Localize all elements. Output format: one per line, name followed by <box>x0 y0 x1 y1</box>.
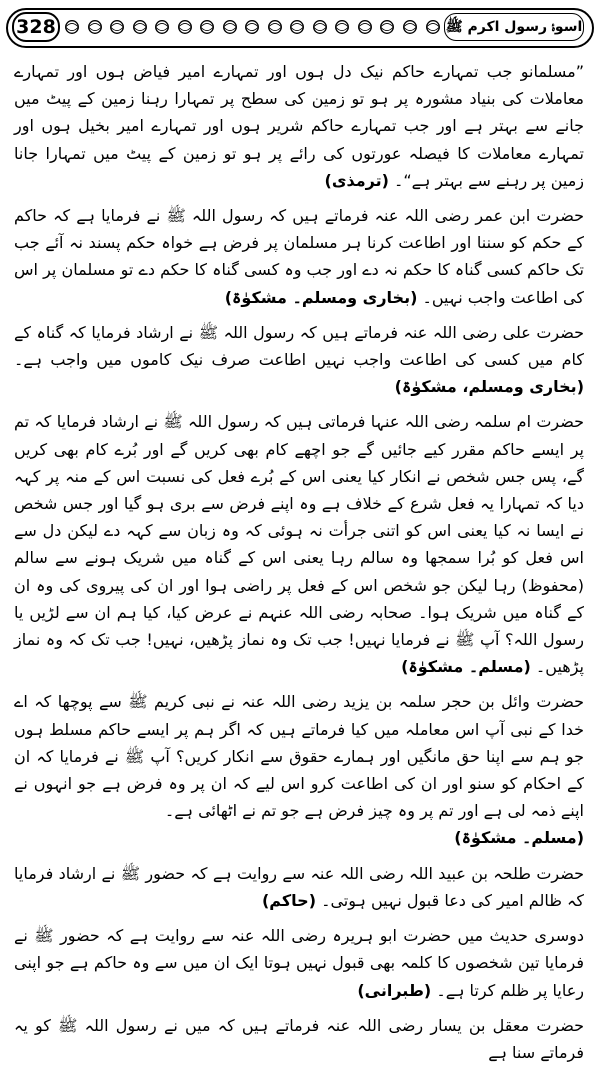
ornament-icon <box>243 18 261 36</box>
paragraph-text: حضرت علی رضی اللہ عنہ فرماتے ہیں کہ رسول اللہ ﷺ نے ارشاد فرمایا کہ گناہ کے کام میں کسی کی اطاعت واجب نہیں اطاعت صرف نیک کاموں میں واجب ہے۔ <box>14 322 584 370</box>
paragraph-text: حضرت ام سلمہ رضی اللہ عنہا فرماتی ہیں کہ رسول اللہ ﷺ نے ارشاد فرمایا کہ تم پر ایسے حاکم مقرر کیے جائیں گے جو اچھے کام بھی کریں گے اور بُرے کام بھی کریں گے، پس جس شخص نے انکار کیا یعنی اس کے بُرے فعل کی نسبت اس کے منہ پر کہہ دیا کہ تمہارا یہ فعل شرع کے خلاف ہے وہ اپنے فرض سے بری ہو گیا اور جس شخص نے ایسا نہ کیا یعنی اس کو اتنی جرأت نہ ہوئی کہ وہ زبان سے کہہ دے لیکن دل سے اس فعل کو بُرا سمجھا وہ سالم رہا یعنی اس کے گناہ میں شریک ہونے سے سالم (محفوظ) رہا لیکن جو شخص اس کے فعل پر راضی ہوا اور ان کی پیروی کی وہ ان کے گناہ میں شریک ہوا۔ صحابہ رضی اللہ عنہم نے عرض کیا، کیا ہم ان سے لڑیں یا رسول اللہ؟ آپ ﷺ نے فرمایا نہیں! جب تک وہ نماز پڑھیں، نہیں! جب تک کہ وہ نماز پڑھیں۔ <box>14 412 584 677</box>
header-ornament-band <box>61 14 444 40</box>
ornament-icon <box>86 18 104 36</box>
ornament-icon <box>176 18 194 36</box>
reference: (ترمذی) <box>324 170 389 190</box>
reference: (مسلم۔ مشکوٰۃ) <box>454 828 584 848</box>
paragraph-text: ”مسلمانو جب تمہارے حاکم نیک دل ہوں اور تمہارے امیر فیاض ہوں اور تمہارے معاملات کی بنیاد مشورہ پر ہو تو زمین کی سطح پر تمہارا رہنا زمین کے پیٹ میں جانے سے بہتر ہے اور جب تمہارے حاکم شریر ہوں اور تمہارے امیر بخیل ہوں اور تمہارے معاملات کا فیصلہ عورتوں کی رائے پر ہو تو زمین کے پیٹ میں تمہارا جانا زمین پر رہنے سے بہتر ہے“۔ <box>14 62 584 190</box>
hadith-paragraph <box>14 860 584 914</box>
hadith-paragraph <box>14 319 584 401</box>
paragraph-text: حضرت طلحہ بن عبید اللہ رضی اللہ عنہ سے روایت ہے کہ حضور ﷺ نے ارشاد فرمایا کہ ظالم امیر کی دعا قبول نہیں ہوتی۔ <box>14 863 584 910</box>
ornament-icon <box>108 18 126 36</box>
hadith-paragraph <box>14 922 584 1004</box>
hadith-paragraph <box>14 1012 584 1066</box>
paragraph-text: حضرت وائل بن حجر سلمہ بن یزید رضی اللہ عنہ نے نبی کریم ﷺ سے پوچھا کہ اے خدا کے نبی آپ اس معاملہ میں کیا فرماتے ہیں کہ اگر ہم پر ایسے حاکم مسلط ہوں جو ہم سے اپنا حق مانگیں اور ہمارے حقوق سے انکار کریں؟ آپ ﷺ نے فرمایا کہ ان کے احکام کو سنو اور ان کی اطاعت کرو اس لیے کہ ان پر وہ فرض ہے جو انہوں نے اپنے ذمہ لی ہے اور تم پر وہ چیز فرض ہے جو تم نے اٹھائی ہے۔ <box>14 692 584 821</box>
reference: (بخاری ومسلم۔ مشکوٰۃ) <box>224 287 418 307</box>
ornament-icon <box>401 18 419 36</box>
ornament-icon <box>333 18 351 36</box>
page-number: 328 <box>12 12 60 42</box>
running-title: اسوۂ رسول اکرم ﷺ <box>444 13 584 41</box>
ornament-icon <box>221 18 239 36</box>
ornament-icon <box>356 18 374 36</box>
reference: (بخاری ومسلم، مشکوٰۃ) <box>394 377 584 397</box>
reference: (طبرانی) <box>357 980 432 1000</box>
ornament-icon <box>288 18 306 36</box>
ornament-icon <box>198 18 216 36</box>
ornament-icon <box>131 18 149 36</box>
page-body <box>14 58 584 1062</box>
hadith-paragraph <box>14 408 584 680</box>
ornament-icon <box>153 18 171 36</box>
paragraph-text: دوسری حدیث میں حضرت ابو ہریرہ رضی اللہ عنہ سے روایت ہے کہ حضور ﷺ نے فرمایا تین شخصوں کا کلمہ بھی قبول نہیں ہوتا ایک ان میں سے وہ حاکم ہے جو اپنی رعایا پر ظلم کرتا ہے۔ <box>14 926 584 1000</box>
ornament-icon <box>266 18 284 36</box>
paragraph-text: حضرت معقل بن یسار رضی اللہ عنہ فرماتے ہیں کہ میں نے رسول اللہ ﷺ کو یہ فرماتے سنا ہے <box>14 1015 584 1062</box>
ornament-icon <box>63 18 81 36</box>
ornament-icon <box>378 18 396 36</box>
ornament-icon <box>311 18 329 36</box>
reference: (حاکم) <box>261 890 316 910</box>
reference-line <box>14 824 584 851</box>
page-header <box>6 8 594 48</box>
paragraph-text: حضرت ابن عمر رضی اللہ عنہ فرماتے ہیں کہ رسول اللہ ﷺ نے فرمایا ہے کہ حاکم کے حکم کو سننا اور اطاعت کرنا ہر مسلمان پر فرض ہے خواہ حکم پسند نہ آئے جب تک حاکم کسی گناہ کا حکم نہ دے اور جب وہ کسی گناہ کا حکم دے تو مسلمان پر اس کی اطاعت واجب نہیں۔ <box>14 206 584 307</box>
hadith-paragraph <box>14 58 584 194</box>
hadith-paragraph <box>14 688 584 824</box>
hadith-paragraph <box>14 202 584 311</box>
ornament-icon <box>424 18 442 36</box>
reference: (مسلم۔ مشکوٰۃ) <box>401 657 531 677</box>
